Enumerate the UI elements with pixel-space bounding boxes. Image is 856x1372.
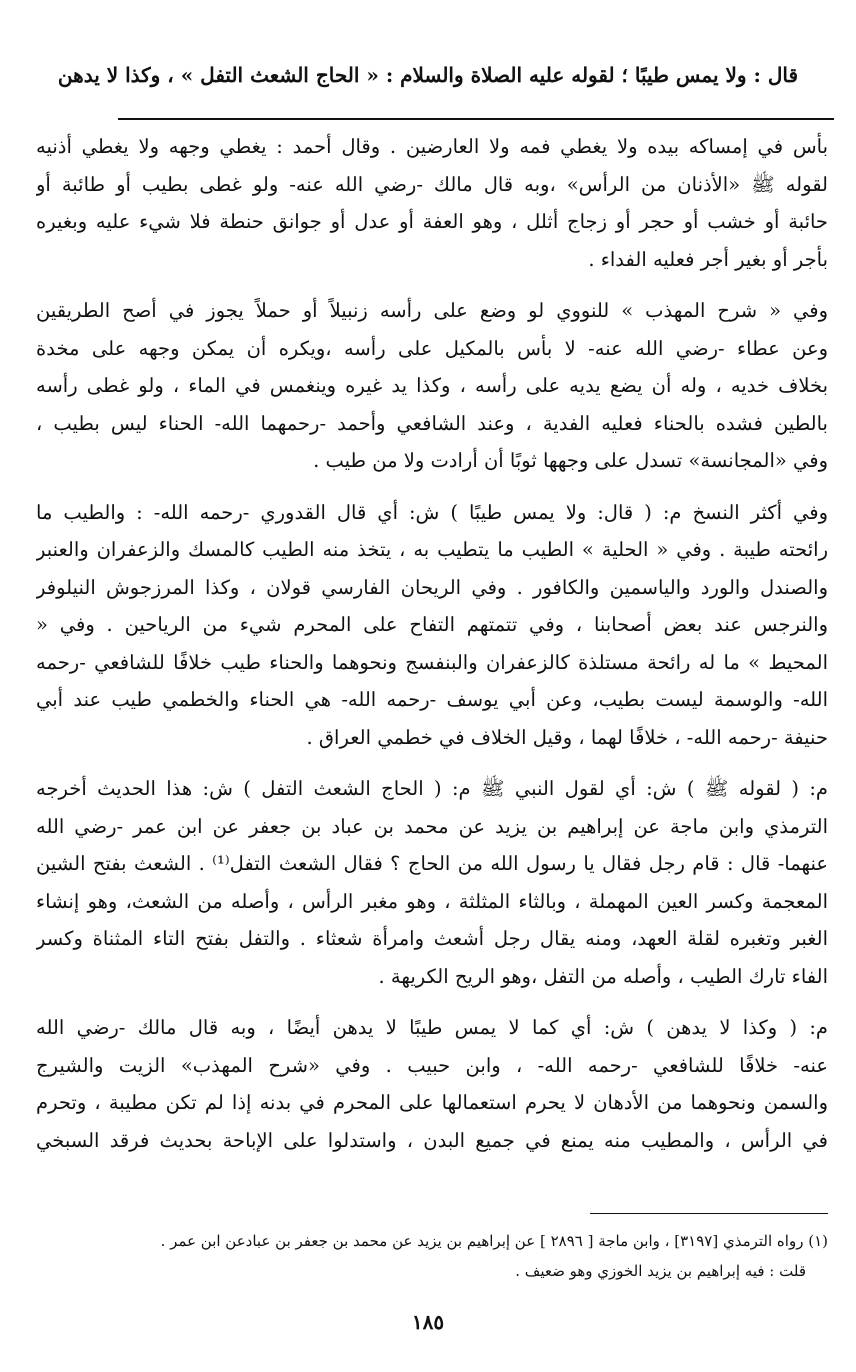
- text-line: وفي « شرح المهذب » للنووي لو وضع على رأسه زنبيلاً أو حملاً يجوز في أصح الطريقين: [36, 299, 828, 322]
- text-line: والنرجس عند بعض أصحابنا ، وفي تتمتهم التفاح على المحرم شيء من الرياحين . وفي «: [36, 613, 828, 636]
- text-line: في الرأس ، والمطيب منه يمنع في جميع البدن ، واستدلوا على الإباحة بحديث فرقد السبخي: [36, 1128, 828, 1152]
- text-line: المحيط » ما له رائحة مستلذة كالزعفران والبنفسج ونحوهما والحناء طيب خلافًا للشافعي -رحمه: [36, 650, 828, 674]
- text-line: الفاء تارك الطيب ، وأصله من التفل ،وهو الريح الكريهة .: [378, 964, 828, 988]
- paragraph: [36, 770, 828, 995]
- text-line: المعجمة وكسر العين المهملة ، وبالثاء المثلثة ، وهو مغبر الرأس ، وأصله من الشعث، وهو إنشاء: [36, 889, 828, 913]
- footnote-divider: [590, 1213, 828, 1214]
- text-line: بالطين فشده بالحناء فعليه الفدية ، وعند الشافعي وأحمد -رحمهما الله- الحناء ليس بطيب ،: [36, 411, 828, 435]
- running-header: قال : ولا يمس طيبًا ؛ لقوله عليه الصلاة والسلام : « الحاج الشعث التفل » ، وكذا لا يدهن: [57, 63, 799, 87]
- paragraph: [36, 494, 828, 757]
- text-line: حنيفة -رحمه الله- ، خلافًا لهما ، وقيل الخلاف في خطمي العراق .: [306, 725, 828, 749]
- text-line: م: ( لقوله ﷺ ) ش: أي لقول النبي ﷺ م: ( الحاج الشعث التفل ) ش: هذا الحديث أخرجه: [36, 777, 828, 800]
- text-line: وعن عطاء -رضي الله عنه- لا بأس بالمكيل على رأسه ،ويكره أن يمكن وجهه على مخدة: [36, 336, 828, 360]
- text-line: الغبر وتغبره لقلة العهد، ومنه يقال رجل أشعث وامرأة شعثاء . والتفل بفتح التاء المثناة وكسر: [36, 927, 828, 950]
- text-line: بخلاف خديه ، وله أن يضع يديه على رأسه ، وكذا يد غيره وينغمس في الماء ، ولو غطى رأسه: [36, 374, 828, 397]
- footnotes: [36, 1226, 828, 1286]
- paragraph: [36, 1009, 828, 1159]
- text-line: والسمن ونحوهما من الأدهان لا يحرم استعمالها على المحرم في بدنه إذا لم تكن مطيبة ، وتحرم: [36, 1091, 828, 1114]
- footnote: قلت : فيه إبراهيم بن يزيد الخوزي وهو ضعيف .: [515, 1262, 806, 1280]
- paragraph: [36, 128, 828, 278]
- paragraph: [36, 292, 828, 480]
- footnote: (١) رواه الترمذي [٣١٩٧] ، وابن ماجة [ ٢٨٩٦ ] عن إبراهيم بن يزيد عن محمد بن جعفر بن عبادعن ابن عمر .: [160, 1232, 828, 1250]
- header-divider: [118, 118, 834, 120]
- page-number: ١٨٥: [411, 1310, 445, 1334]
- text-line: حائبة أو خشب أو حجر أو زجاج أثلل ، وهو العفة أو عدل أو جوانق حنطة فلا شيء عليه وبغيره: [36, 210, 828, 233]
- text-line: وفي أكثر النسخ م: ( قال: ولا يمس طيبًا ) ش: أي قال القدوري -رحمه الله- : والطيب ما: [36, 500, 828, 524]
- main-text: [36, 128, 828, 1173]
- text-line: وفي «المجانسة» تسدل على وجهها ثوبًا أن أرادت ولا من طيب .: [313, 449, 828, 472]
- text-line: م: ( وكذا لا يدهن ) ش: أي كما لا يمس طيبًا لا يدهن أيضًا ، وبه قال مالك -رضي الله: [36, 1016, 828, 1039]
- text-line: الله- والوسمة ليست بطيب، وعن أبي يوسف -رحمه الله- هي الحناء والخطمي طيب عند أبي: [36, 688, 828, 711]
- text-line: الترمذي وابن ماجة عن إبراهيم بن يزيد عن محمد بن عباد بن جعفر عن ابن عمر -رضي الله: [36, 814, 828, 838]
- text-line: لقوله ﷺ «الأذنان من الرأس» ،وبه قال مالك -رضي الله عنه- ولو غطى بطيب أو طائبة أو: [36, 172, 828, 196]
- text-line: عنه- خلافًا للشافعي -رحمه الله- ، وابن حبيب . وفي «شرح المهذب» الزيت والشيرج: [36, 1053, 828, 1077]
- text-line: رائحته طيبة . وفي « الحلية » الطيب ما يتطيب به ، يتخذ منه الطيب كالمسك والزعفران والعنبر: [36, 538, 828, 561]
- text-line: بأجر أو بغير أجر فعليه الفداء .: [588, 247, 828, 271]
- text-line: بأس في إمساكه بيده ولا يغطي فمه ولا العارضين . وقال أحمد : يغطي وجهه ولا يغطي أذنيه: [36, 135, 828, 158]
- text-line: والصندل والورد والياسمين والكافور . وفي الريحان الفارسي قولان ، وكذا المرزجوش النيلوفر: [36, 575, 828, 599]
- text-line: عنهما- قال : قام رجل فقال يا رسول الله من الحاج ؟ فقال الشعث التفل⁽¹⁾ . الشعث بفتح الشين: [36, 852, 828, 875]
